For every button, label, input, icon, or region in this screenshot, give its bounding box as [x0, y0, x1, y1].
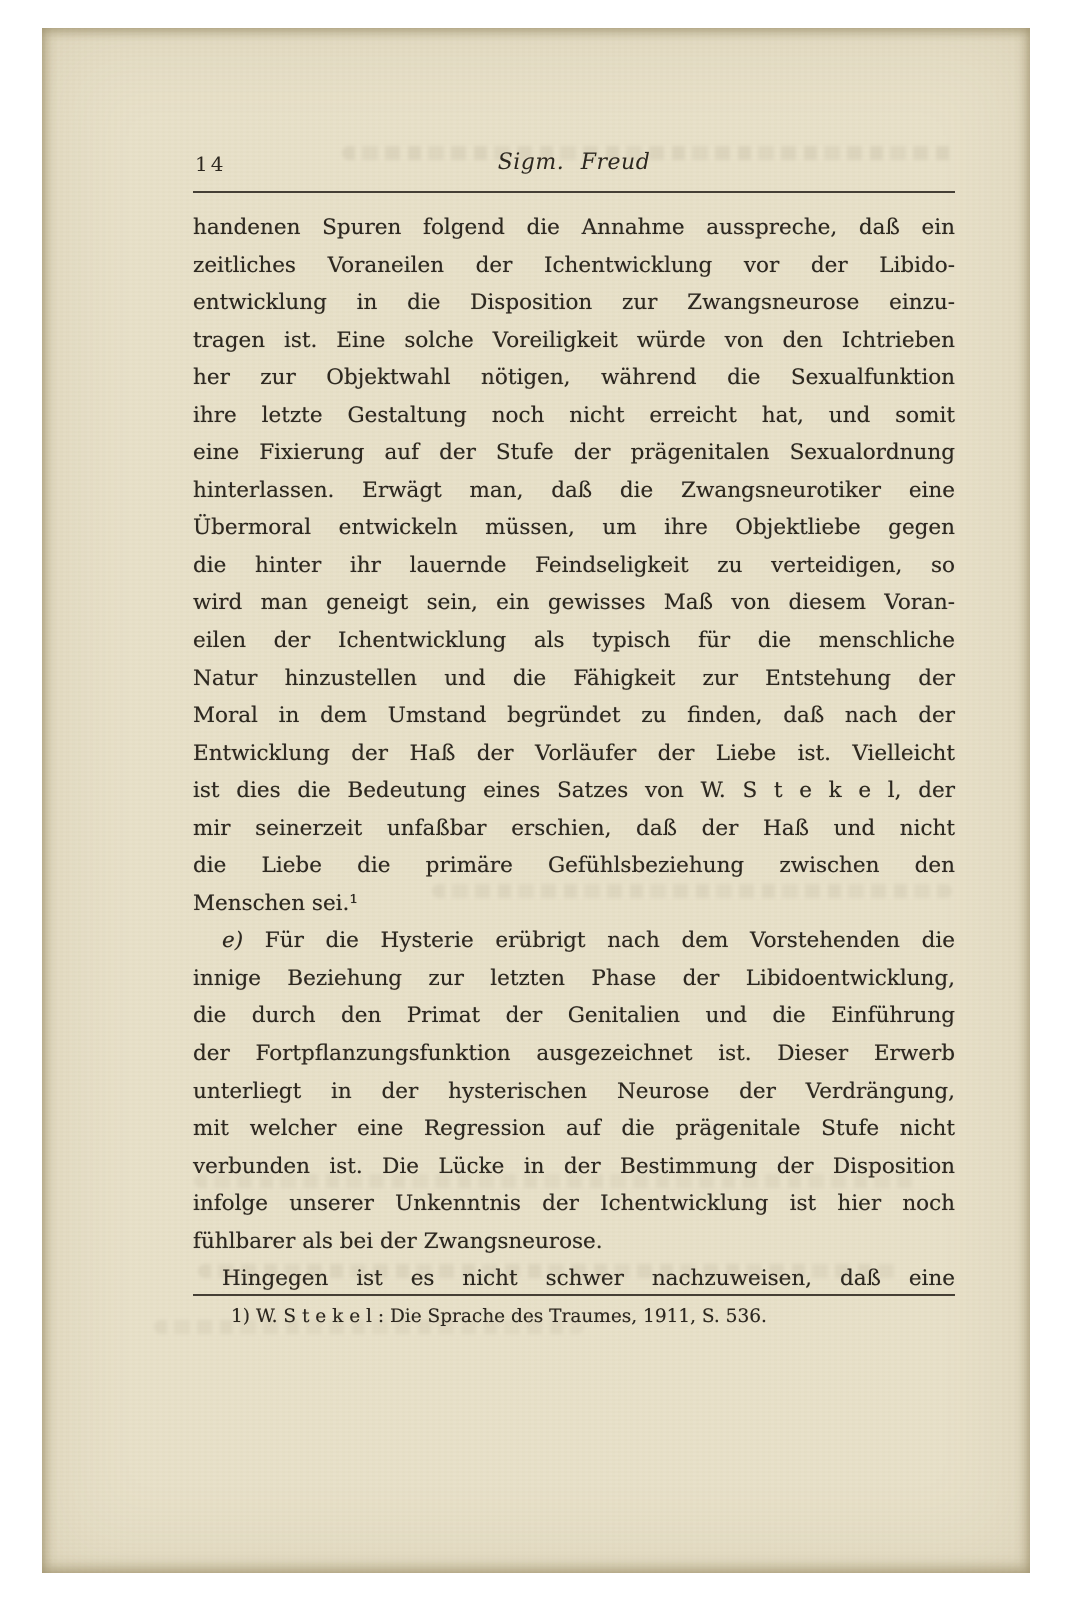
text-line: Entwicklung der Haß der Vorläufer der Liebe ist. Vielleicht: [193, 740, 955, 766]
text-line: e) Für die Hysterie erübrigt nach dem Vorstehenden die: [222, 928, 955, 954]
text-line: wird man geneigt sein, ein gewisses Maß von diesem Voran-: [193, 590, 955, 616]
page-header: [193, 148, 955, 184]
text-line: der Fortpflanzungsfunktion ausgezeichnet ist. Dieser Erwerb: [193, 1041, 955, 1067]
text-line: Moral in dem Umstand begründet zu finden, daß nach der: [193, 703, 955, 729]
text-line: Übermoral entwickeln müssen, um ihre Objektliebe gegen: [193, 515, 955, 541]
footnote-text: 1) W. S t e k e l : Die Sprache des Traumes, 1911, S. 536.: [231, 1306, 767, 1327]
text-line: mit welcher eine Regression auf die prägenitale Stufe nicht: [193, 1116, 955, 1142]
running-header: Sigm. Freud: [497, 150, 651, 175]
footnote-rule: [193, 1294, 955, 1296]
text-line: die hinter ihr lauernde Feindseligkeit zu verteidigen, so: [193, 552, 955, 578]
text-line: verbunden ist. Die Lücke in der Bestimmung der Disposition: [193, 1153, 955, 1179]
book-page: [42, 28, 1030, 1573]
text-line: fühlbarer als bei der Zwangsneurose.: [193, 1228, 603, 1254]
text-line: die Liebe die primäre Gefühlsbeziehung zwischen den: [193, 853, 955, 879]
text-line: ihre letzte Gestaltung noch nicht erreicht hat, und somit: [193, 402, 955, 428]
text-line: mir seinerzeit unfaßbar erschien, daß der Haß und nicht: [193, 815, 955, 841]
text-line: Menschen sei.¹: [193, 890, 358, 916]
text-line: Hingegen ist es nicht schwer nachzuweisen, daß eine: [222, 1266, 955, 1292]
text-line: eine Fixierung auf der Stufe der prägenitalen Sexualordnung: [193, 440, 955, 466]
text-line: her zur Objektwahl nötigen, während die Sexualfunktion: [193, 365, 955, 391]
text-line: tragen ist. Eine solche Voreiligkeit würde von den Ichtrieben: [193, 327, 955, 353]
body-text: [193, 209, 955, 1298]
text-line: entwicklung in die Disposition zur Zwangsneurose einzu-: [193, 290, 955, 316]
text-line: zeitliches Voraneilen der Ichentwicklung vor der Libido-: [193, 252, 955, 278]
text-line: handenen Spuren folgend die Annahme ausspreche, daß ein: [193, 215, 955, 240]
text-line: hinterlassen. Erwägt man, daß die Zwangsneurotiker eine: [193, 477, 955, 503]
text-line: eilen der Ichentwicklung als typisch für die menschliche: [193, 628, 955, 654]
text-line: Natur hinzustellen und die Fähigkeit zur Entstehung der: [193, 665, 955, 691]
text-line: innige Beziehung zur letzten Phase der Libidoentwicklung,: [193, 965, 955, 991]
header-rule: [193, 191, 955, 193]
page-number: 14: [195, 152, 227, 176]
text-line: ist dies die Bedeutung eines Satzes von W. S t e k e l, der: [193, 778, 955, 804]
text-line: infolge unserer Unkenntnis der Ichentwicklung ist hier noch: [193, 1191, 955, 1217]
text-line: unterliegt in der hysterischen Neurose der Verdrängung,: [193, 1078, 955, 1104]
text-line: die durch den Primat der Genitalien und die Einführung: [193, 1003, 955, 1029]
